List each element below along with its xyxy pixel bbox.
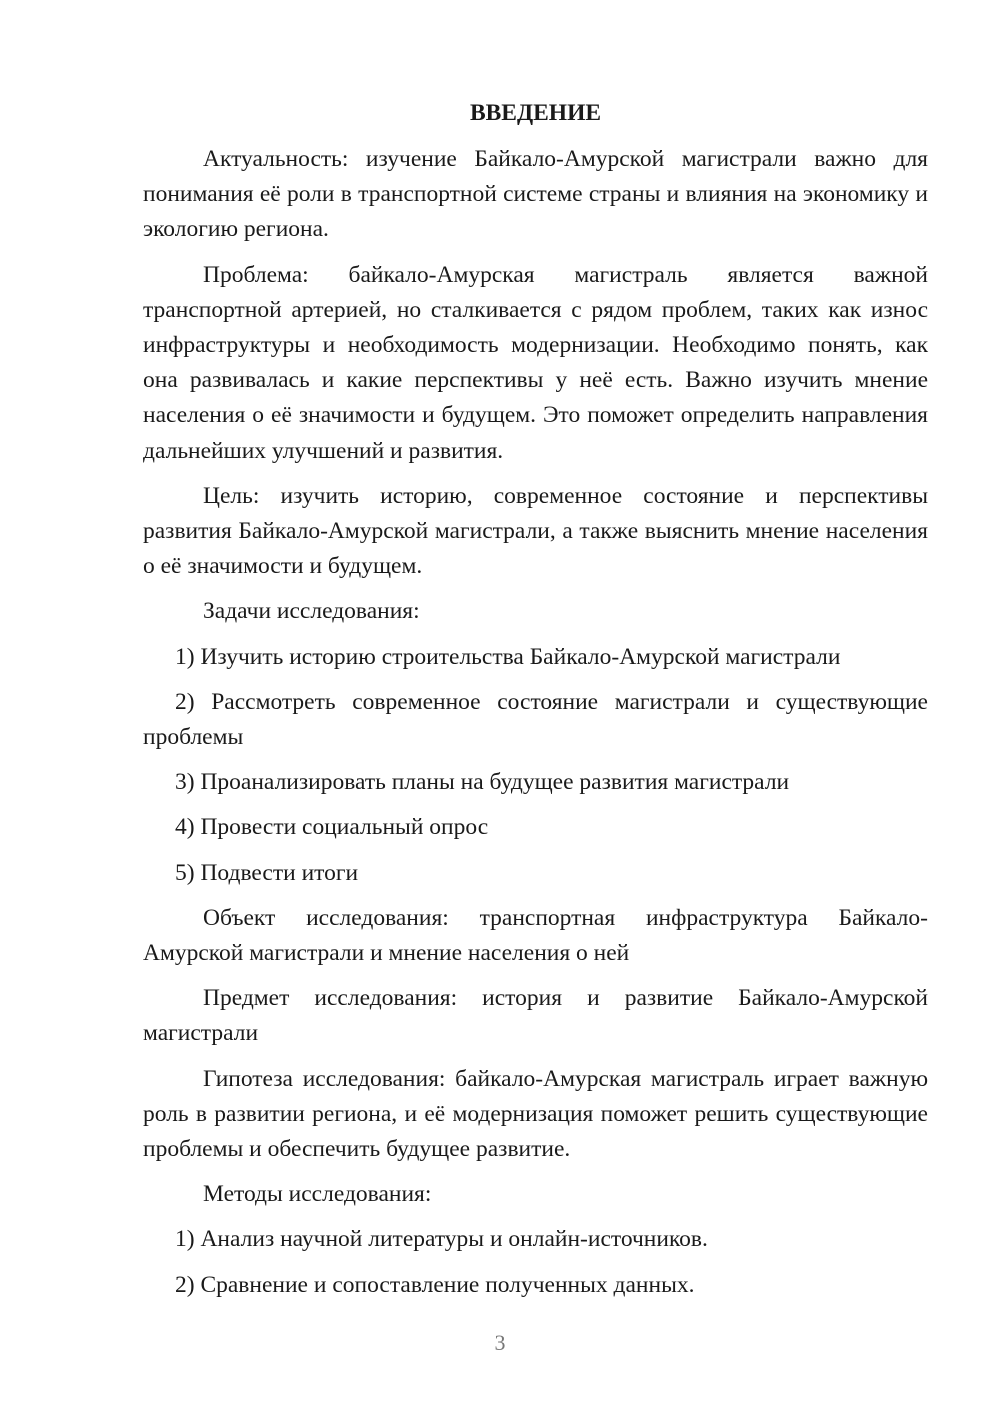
methods-heading: Методы исследования: — [203, 1181, 432, 1208]
section-title: ВВЕДЕНИЕ — [469, 100, 602, 126]
task-item: 3) Проанализировать планы на будущее развития магистрали — [175, 769, 790, 796]
task-item: 1) Изучить историю строительства Байкало-Амурской магистрали — [175, 643, 841, 670]
hypothesis-paragraph: Гипотеза исследования: байкало-Амурская магистраль играет важную роль в развитии региона, и её модернизация поможет решить существующие проблемы и обеспечить будущее развитие. — [143, 1065, 928, 1163]
subject-paragraph: Предмет исследования: история и развитие Байкало-Амурской магистрали — [143, 985, 928, 1047]
task-item: 4) Провести социальный опрос — [175, 814, 489, 841]
problem-paragraph: Проблема: байкало-Амурская магистраль является важной транспортной артерией, но сталкивается с рядом проблем, таких как износ инфраструктуры и необходимость модернизации. Необходимо понять, как она развивалась и какие перспективы у неё есть. Важно изучить мнение населения о её значимости и будущем. Это поможет определить направления дальнейших улучшений и развития. — [143, 261, 928, 464]
task-item: 5) Подвести итоги — [175, 859, 359, 886]
tasks-heading: Задачи исследования: — [203, 598, 420, 625]
page-number: 3 — [494, 1330, 506, 1355]
relevance-paragraph: Актуальность: изучение Байкало-Амурской магистрали важно для понимания её роли в транспортной системе страны и влияния на экономику и экологию региона. — [143, 146, 928, 243]
document-page — [143, 96, 928, 1313]
method-item: 2) Сравнение и сопоставление полученных данных. — [175, 1271, 695, 1298]
goal-paragraph: Цель: изучить историю, современное состояние и перспективы развития Байкало-Амурской магистрали, а также выяснить мнение населения о её значимости и будущем. — [143, 482, 928, 580]
object-paragraph: Объект исследования: транспортная инфраструктура Байкало-Амурской магистрали и мнение населения о ней — [143, 904, 928, 967]
method-item: 1) Анализ научной литературы и онлайн-источников. — [175, 1226, 708, 1253]
task-item: 2) Рассмотреть современное состояние магистрали и существующие проблемы — [143, 688, 928, 751]
